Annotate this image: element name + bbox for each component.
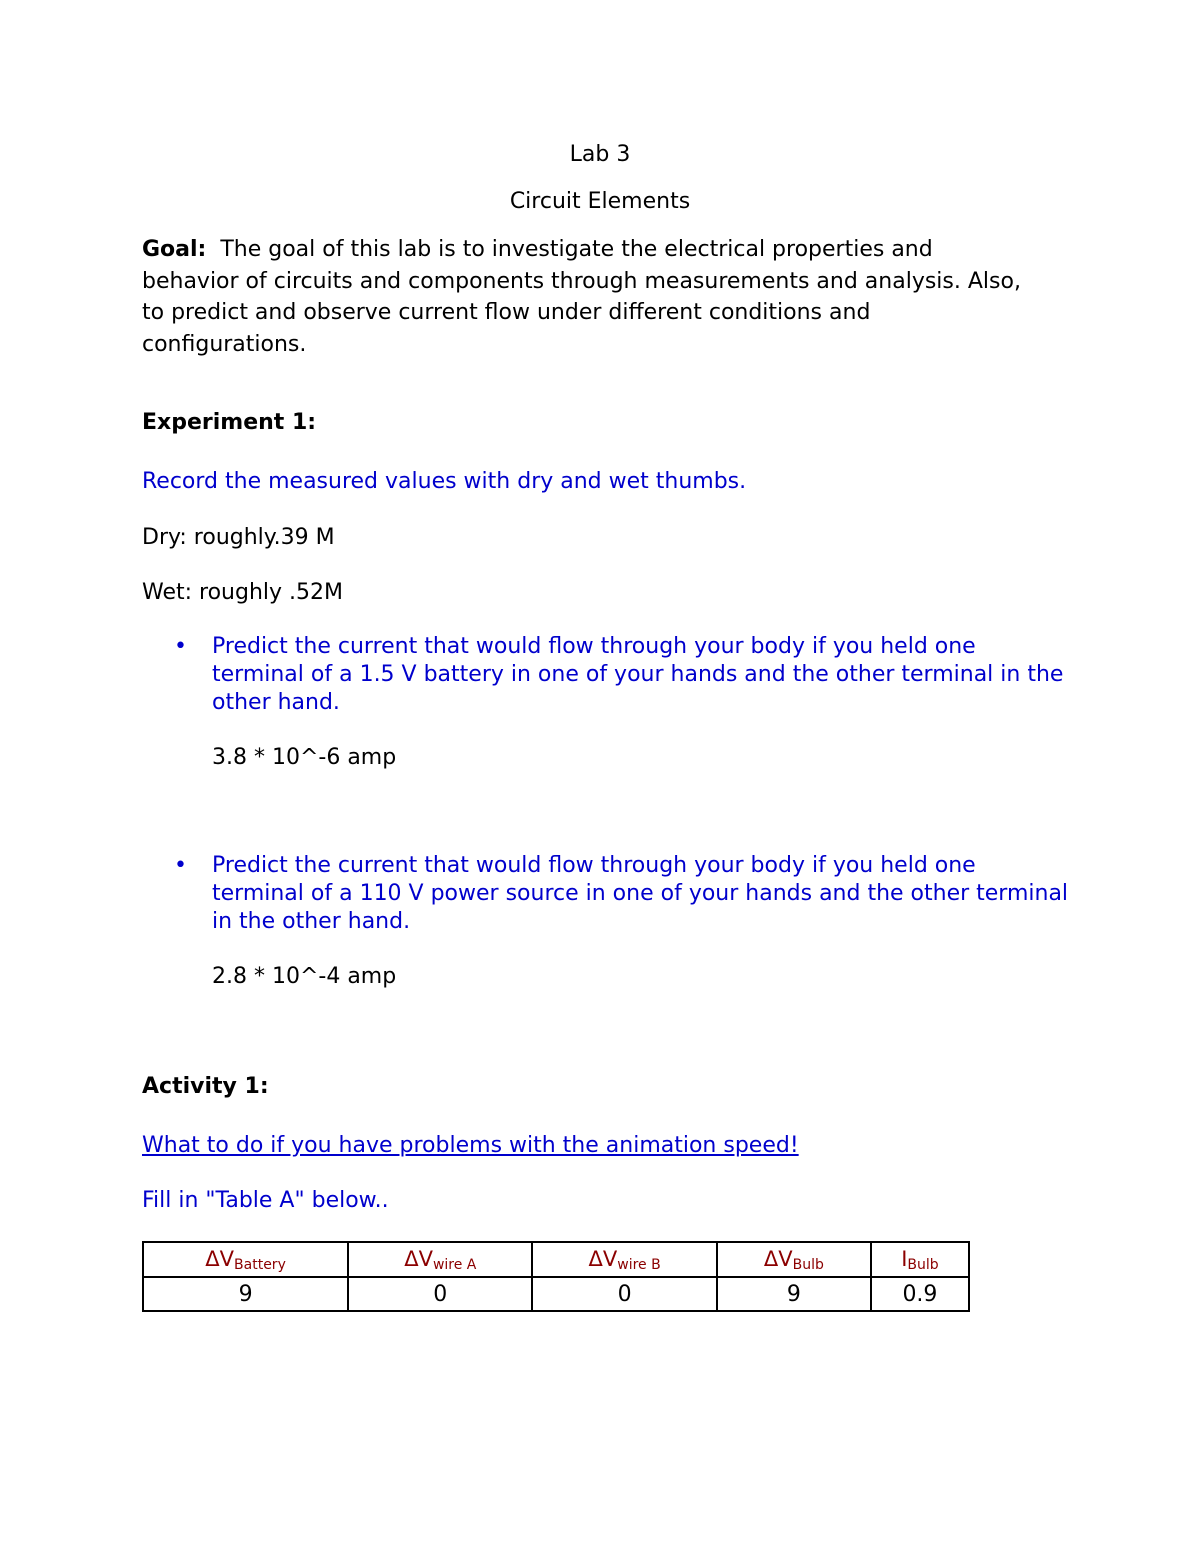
goal-text: The goal of this lab is to investigate the electrical properties and behavior of circuits and components through measurements and analysis. Also, to predict and observe current flow under different conditions and configurations. [142,237,1028,357]
question-text: Predict the current that would flow through your body if you held one terminal of a 110 V power source in one of your hands and the other terminal in the other hand. [212,853,1069,934]
table-header-cell [871,1242,969,1277]
header-main: ΔV [404,1246,433,1271]
header-main: I [901,1246,908,1271]
table-cell: 9 [143,1277,348,1311]
document-title: Circuit Elements [509,189,691,214]
table-cell: 0.9 [871,1277,969,1311]
experiment-1-instruction: Record the measured values with dry and wet thumbs. [142,469,747,494]
header-sub: Battery [234,1256,286,1273]
table-cell: 0 [532,1277,716,1311]
experiment-1-heading: Experiment 1: [142,410,317,435]
header-main: ΔV [205,1246,235,1271]
table-header-cell [348,1242,532,1277]
answer-text: 2.8 * 10^-4 amp [212,964,397,989]
bullet-icon: • [174,853,187,878]
header-sub: Bulb [907,1256,939,1273]
table-header-cell [143,1242,348,1277]
animation-speed-help-link[interactable]: What to do if you have problems with the animation speed! [142,1133,799,1158]
wet-measurement: Wet: roughly .52M [142,580,343,605]
table-header-cell [532,1242,716,1277]
activity-1-instruction: Fill in "Table A" below.. [142,1188,389,1213]
header-main: ΔV [763,1246,793,1271]
goal-paragraph [142,234,1028,360]
dry-measurement: Dry: roughly.39 M [142,525,335,550]
table-cell: 0 [348,1277,532,1311]
question-text: Predict the current that would flow through your body if you held one terminal of a 1.5 V battery in one of your hands and the other terminal in the other hand. [212,634,1064,715]
header-sub: wire B [617,1256,661,1273]
header-main: ΔV [588,1246,618,1271]
table-row [143,1277,969,1311]
table-a [142,1241,970,1312]
header-sub: wire A [432,1256,477,1273]
table-header-row [143,1242,969,1277]
goal-label: Goal: [142,237,207,262]
table-cell: 9 [717,1277,871,1311]
header-sub: Bulb [792,1256,824,1273]
activity-1-heading: Activity 1: [142,1074,269,1099]
lab-number: Lab 3 [569,142,631,167]
answer-text: 3.8 * 10^-6 amp [212,745,397,770]
bullet-icon: • [174,634,187,659]
table-header-cell [717,1242,871,1277]
